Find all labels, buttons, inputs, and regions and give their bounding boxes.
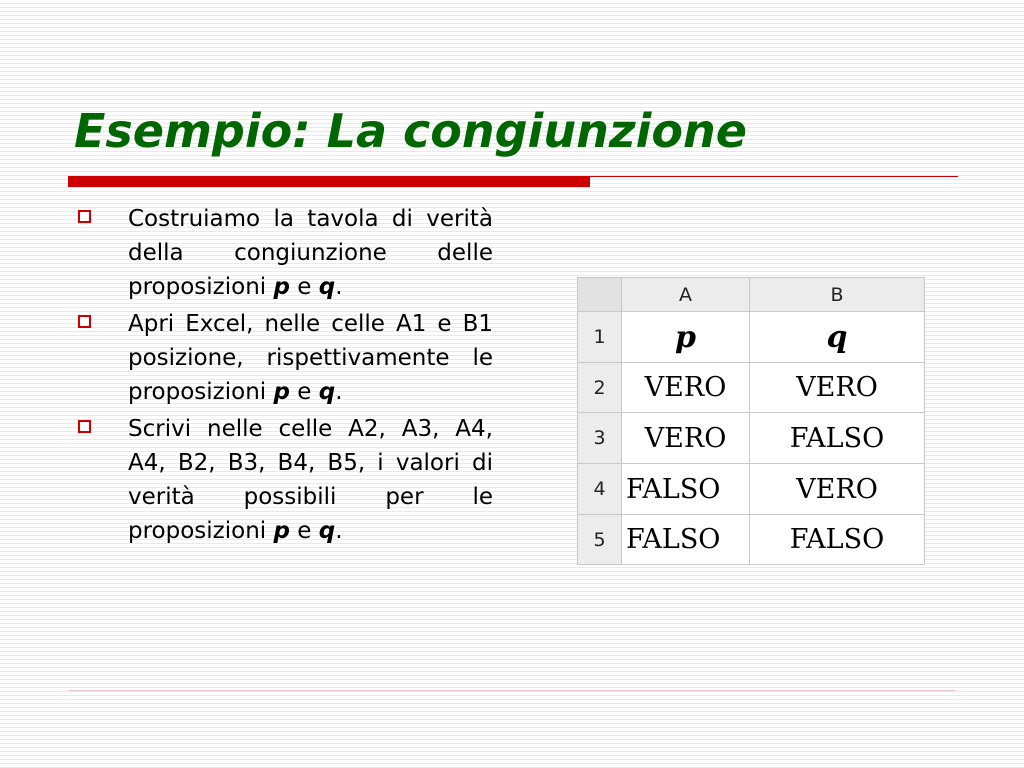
bullet-text-body: Scrivi nelle celle A2, A3, A4, A4, B2, B3, B4, B5, i valori di verità possibili per le proposizioni [128,416,493,544]
bullet-list [78,202,493,551]
title-accent-bar [68,176,590,187]
variable-p: p [273,274,290,300]
cell-b3[interactable]: FALSO [750,413,925,464]
bullet-text-body: Apri Excel, nelle celle A1 e B1 posizione, rispettivamente le proposizioni [128,311,493,405]
bullet-item [78,202,493,304]
conjunction-word: e [289,379,319,405]
cell-b1[interactable]: q [750,312,925,363]
table-row [578,515,925,565]
select-all-corner[interactable] [578,278,622,312]
hollow-square-bullet-icon [78,315,91,328]
title-underline [590,176,958,177]
column-header-a[interactable]: A [622,278,750,312]
variable-p: p [273,379,290,405]
cell-a2[interactable]: VERO [622,363,750,413]
footer-divider [68,690,956,691]
table-row [578,464,925,515]
sentence-end: . [335,274,343,300]
variable-q: q [318,274,336,300]
column-header-b[interactable]: B [750,278,925,312]
slide-title: Esempio: La congiunzione [74,104,747,158]
bullet-text-body: Costruiamo la tavola di verità della congiunzione delle proposizioni [128,206,493,300]
cell-a4[interactable]: FALSO [622,464,750,515]
cell-b5[interactable]: FALSO [750,515,925,565]
row-header-4[interactable]: 4 [578,464,622,515]
variable-q: q [318,518,336,544]
conjunction-word: e [289,274,319,300]
row-header-5[interactable]: 5 [578,515,622,565]
cell-a5[interactable]: FALSO [622,515,750,565]
bullet-text [128,202,493,304]
row-header-1[interactable]: 1 [578,312,622,363]
bullet-text [128,307,493,409]
cell-b2[interactable]: VERO [750,363,925,413]
cell-a1[interactable]: p [622,312,750,363]
sentence-end: . [335,518,343,544]
conjunction-word: e [289,518,319,544]
bullet-item [78,412,493,548]
bullet-item [78,307,493,409]
table-row [578,312,925,363]
table-row [578,413,925,464]
variable-q: q [318,379,336,405]
cell-b4[interactable]: VERO [750,464,925,515]
hollow-square-bullet-icon [78,210,91,223]
sentence-end: . [335,379,343,405]
cell-a3[interactable]: VERO [622,413,750,464]
table-row [578,363,925,413]
hollow-square-bullet-icon [78,420,91,433]
bullet-text [128,412,493,548]
column-header-row [578,278,925,312]
row-header-3[interactable]: 3 [578,413,622,464]
variable-p: p [273,518,290,544]
truth-table-spreadsheet [577,277,925,565]
row-header-2[interactable]: 2 [578,363,622,413]
